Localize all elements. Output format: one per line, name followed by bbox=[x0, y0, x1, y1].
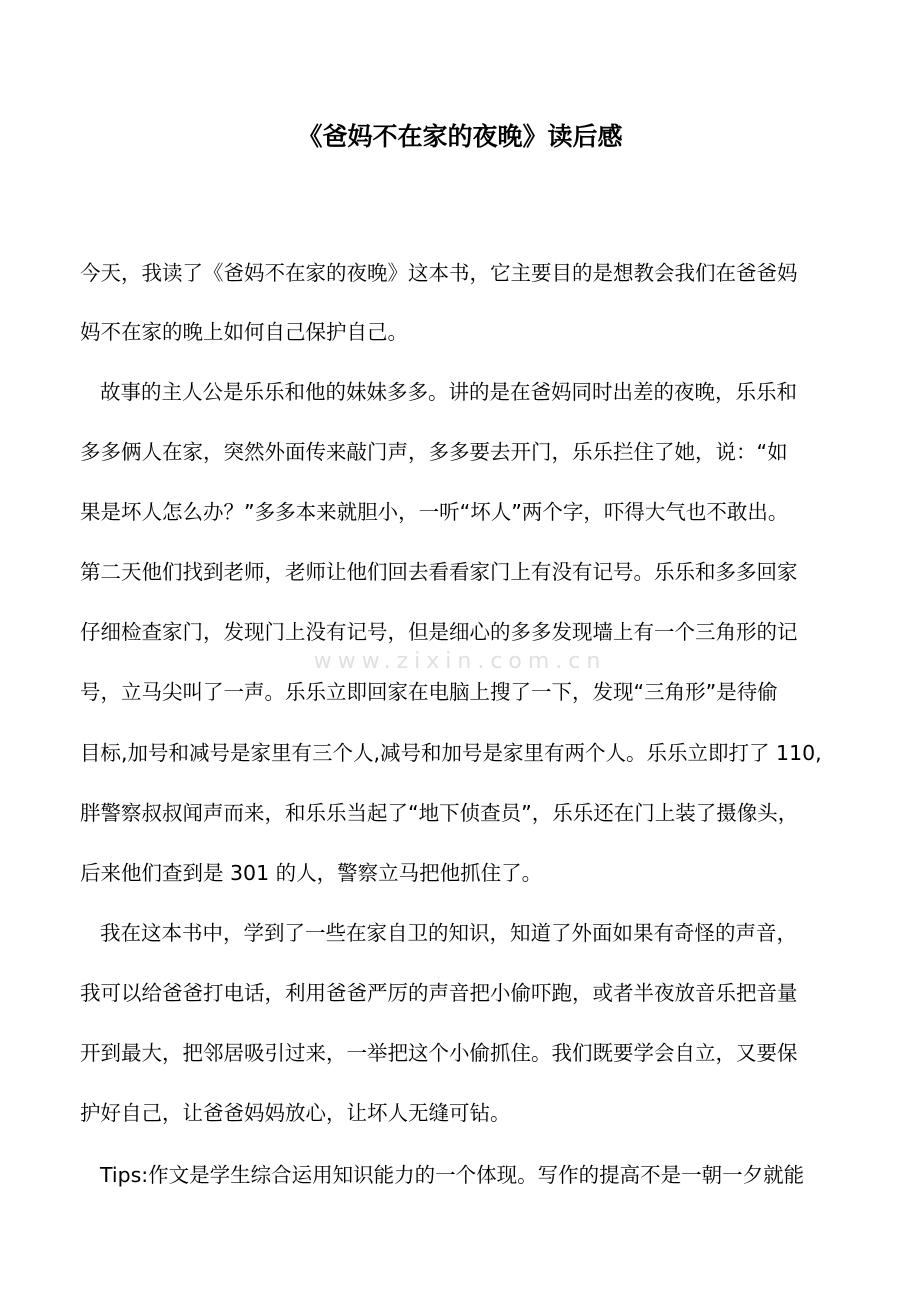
text-line: 多多俩人在家，突然外面传来敲门声，多多要去开门，乐乐拦住了她，说：“如 bbox=[80, 440, 788, 464]
text-line: 故事的主人公是乐乐和他的妹妹多多。讲的是在爸妈同时出差的夜晚，乐乐和 bbox=[100, 380, 797, 404]
text-line: 开到最大，把邻居吸引过来，一举把这个小偷抓住。我们既要学会自立，又要保 bbox=[80, 1041, 798, 1065]
text-line: 妈不在家的晚上如何自己保护自己。 bbox=[80, 320, 408, 344]
text-line: 目标,加号和减号是家里有三个人,减号和加号是家里有两个人。乐乐立即打了 110, bbox=[80, 741, 822, 765]
text-line: 后来他们查到是 301 的人，警察立马把他抓住了。 bbox=[80, 861, 543, 885]
document-title: 《爸妈不在家的夜晚》读后感 bbox=[297, 122, 623, 151]
text-line: 果是坏人怎么办？”多多本来就胆小，一听“坏人”两个字，吓得大气也不敢出。 bbox=[80, 500, 789, 524]
text-line: 今天，我读了《爸妈不在家的夜晚》这本书，它主要目的是想教会我们在爸爸妈 bbox=[80, 261, 798, 285]
text-line: 仔细检查家门，发现门上没有记号，但是细心的多多发现墙上有一个三角形的记 bbox=[80, 620, 798, 644]
text-line: 我在这本书中，学到了一些在家自卫的知识，知道了外面如果有奇怪的声音， bbox=[100, 921, 797, 945]
watermark: www.zixin.com.cn bbox=[313, 649, 607, 674]
text-line: 胖警察叔叔闻声而来，和乐乐当起了“地下侦查员”，乐乐还在门上装了摄像头， bbox=[80, 801, 799, 825]
text-line: 号，立马尖叫了一声。乐乐立即回家在电脑上搜了一下，发现“三角形”是待偷 bbox=[80, 680, 778, 704]
text-line: 护好自己，让爸爸妈妈放心，让坏人无缝可钻。 bbox=[80, 1101, 511, 1125]
text-line: 第二天他们找到老师，老师让他们回去看看家门上有没有记号。乐乐和多多回家 bbox=[80, 560, 798, 584]
text-line: 我可以给爸爸打电话，利用爸爸严厉的声音把小偷吓跑，或者半夜放音乐把音量 bbox=[80, 981, 798, 1005]
text-line: Tips:作文是学生综合运用知识能力的一个体现。写作的提高不是一朝一夕就能 bbox=[100, 1163, 805, 1187]
